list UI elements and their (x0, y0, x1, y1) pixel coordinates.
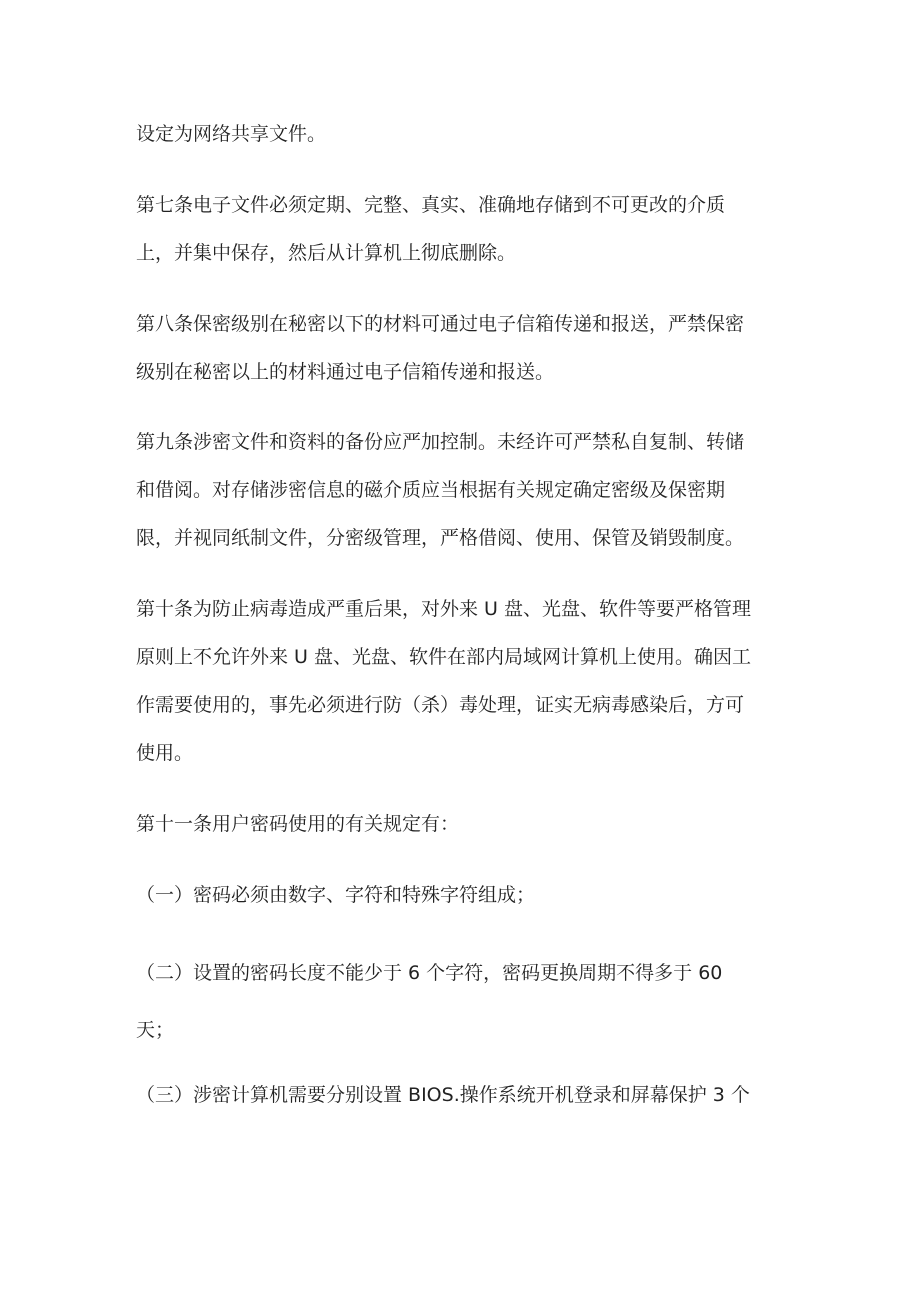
text-line: （二）设置的密码长度不能少于 6 个字符，密码更换周期不得多于 60 (136, 962, 723, 984)
text-line: 第十条为防止病毒造成严重后果，对外来 U 盘、光盘、软件等要严格管理 (136, 598, 751, 620)
text-line: （一）密码必须由数字、字符和特殊字符组成； (136, 884, 536, 906)
text-line: 限，并视同纸制文件，分密级管理，严格借阅、使用、保管及销毁制度。 (136, 527, 745, 549)
text-line: 天； (136, 1019, 175, 1041)
text-line: 和借阅。对存储涉密信息的磁介质应当根据有关规定确定密级及保密期 (136, 479, 726, 501)
text-line: 原则上不允许外来 U 盘、光盘、软件在部内局域网计算机上使用。确因工 (136, 646, 751, 668)
text-line: 使用。 (136, 742, 194, 764)
text-line: 第十一条用户密码使用的有关规定有： (136, 813, 460, 835)
text-line: 设定为网络共享文件。 (136, 123, 327, 145)
text-line: 上，并集中保存，然后从计算机上彻底删除。 (136, 242, 517, 264)
text-line: 作需要使用的，事先必须进行防（杀）毒处理，证实无病毒感染后，方可 (136, 694, 745, 716)
text-line: 第九条涉密文件和资料的备份应严加控制。未经许可严禁私自复制、转储 (136, 431, 745, 453)
text-line: 第八条保密级别在秘密以下的材料可通过电子信箱传递和报送，严禁保密 (136, 313, 745, 335)
text-line: 第七条电子文件必须定期、完整、真实、准确地存储到不可更改的介质 (136, 194, 726, 216)
text-line: （三）涉密计算机需要分别设置 BIOS.操作系统开机登录和屏幕保护 3 个 (136, 1084, 750, 1106)
text-line: 级别在秘密以上的材料通过电子信箱传递和报送。 (136, 361, 555, 383)
